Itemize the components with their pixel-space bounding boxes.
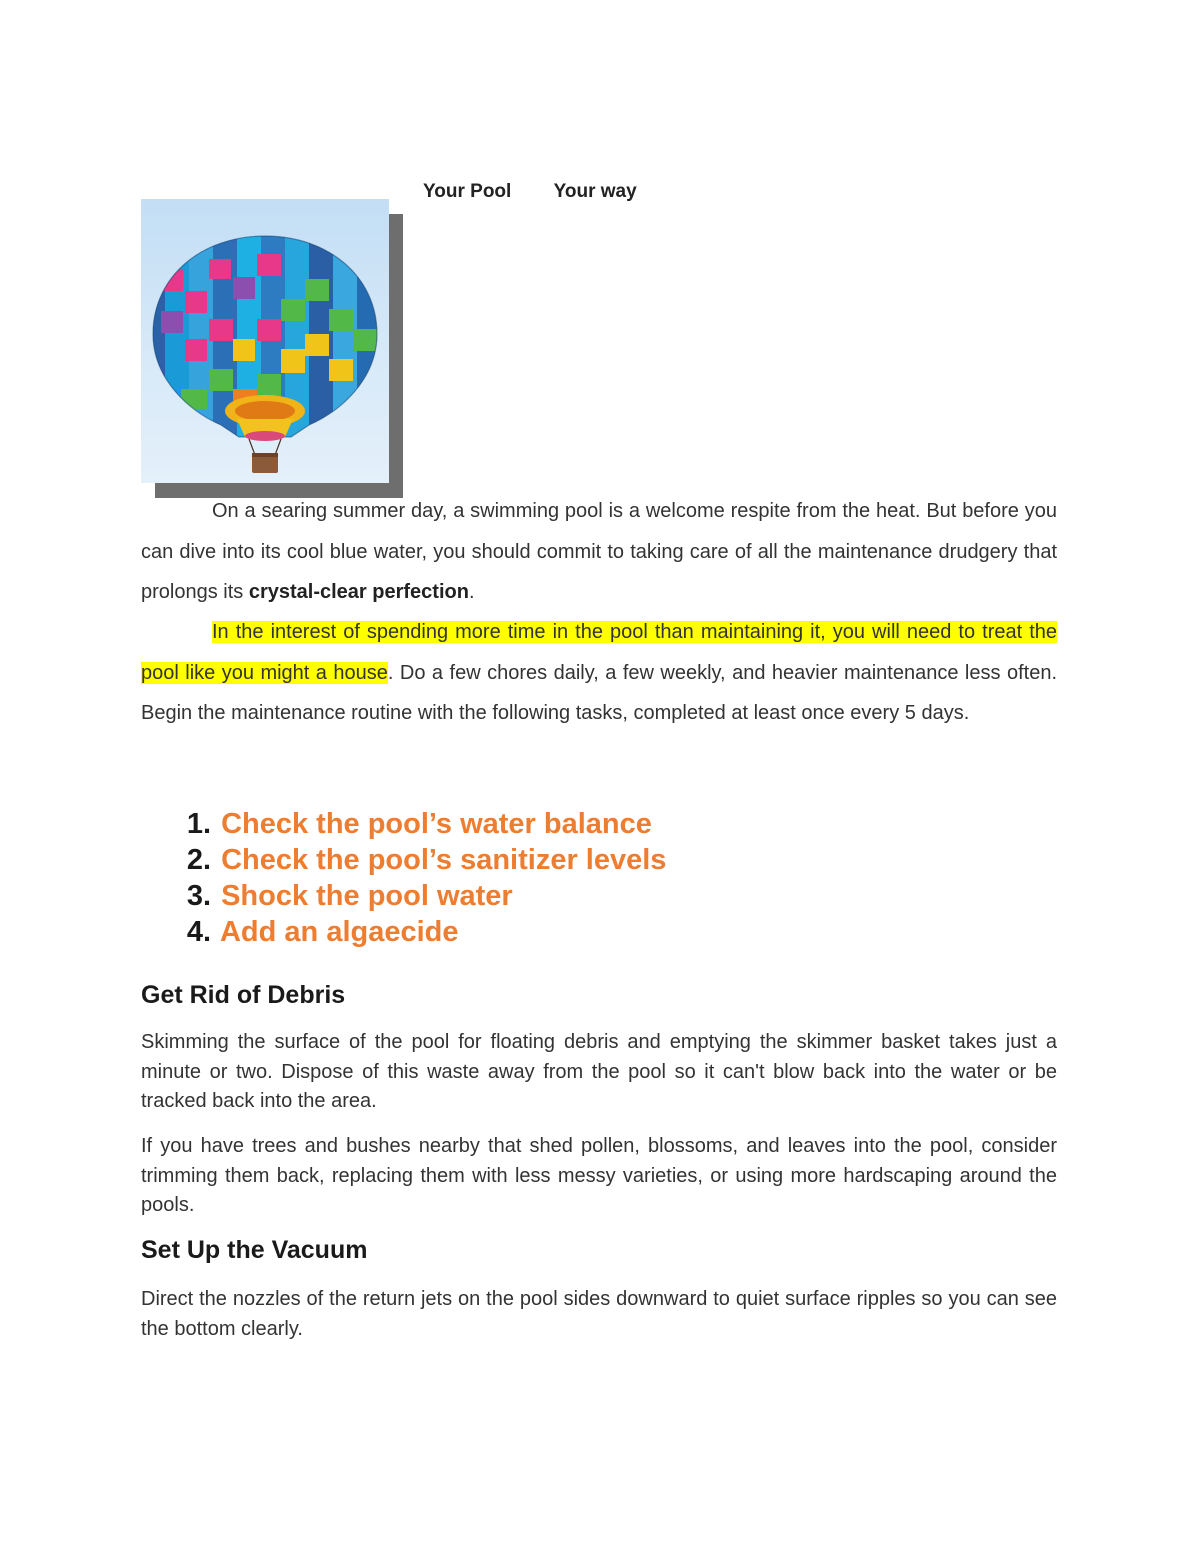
- intro-bold-phrase: crystal-clear perfection: [248, 581, 469, 603]
- list-item: 1. Check the pool’s water balance: [186, 808, 652, 840]
- list-item: 3. Shock the pool water: [186, 880, 513, 912]
- hot-air-balloon-image: [141, 199, 389, 483]
- intro-text-1: On a searing summer day, a swimming pool is a welcome respite from the heat. But before you can dive into its cool blue water, you should commit to taking care of all the maintenance drudgery that prolongs its: [141, 500, 1057, 603]
- debris-paragraph-2: If you have trees and bushes nearby that shed pollen, blossoms, and leaves into the pool, consider trimming them back, replacing them with less messy varieties, or using more hardscaping around the pools.: [141, 1135, 1057, 1216]
- heading-get-rid-of-debris: Get Rid of Debris: [141, 981, 346, 1009]
- debris-paragraph-1: Skimming the surface of the pool for floating debris and emptying the skimmer basket takes just a minute or two. Dispose of this waste away from the pool so it can't blow back into the water or be tracked back into the area.: [141, 1031, 1057, 1112]
- vacuum-paragraph-1: Direct the nozzles of the return jets on the pool sides downward to quiet surface ripples so you can see the bottom clearly.: [141, 1288, 1057, 1340]
- title-your-way: Your way: [553, 181, 637, 202]
- list-item: 2. Check the pool’s sanitizer levels: [186, 844, 667, 876]
- balloon-illustration: [141, 199, 389, 483]
- intro-end: .: [468, 581, 475, 603]
- task-label: Shock the pool water: [221, 880, 513, 912]
- highlighted-text: In the interest of spending more time in the pool than maintaining it, you will need to treat the pool like you might a house: [141, 621, 1057, 684]
- task-list: [141, 806, 666, 950]
- intro-paragraph-2: [141, 612, 1057, 734]
- intro-paragraph-1: [141, 491, 1057, 613]
- task-label: Check the pool’s water balance: [221, 808, 652, 840]
- task-label: Check the pool’s sanitizer levels: [221, 844, 667, 876]
- list-item: 4. Add an algaecide: [186, 916, 459, 948]
- document-title: [423, 181, 637, 203]
- title-your-pool: Your Pool: [423, 181, 512, 202]
- task-label: Add an algaecide: [219, 916, 459, 948]
- intro-text-2: . Do a few chores daily, a few weekly, and heavier maintenance less often. Begin the maintenance routine with the following tasks, completed at least once every 5 days.: [141, 661, 1057, 724]
- heading-set-up-vacuum: Set Up the Vacuum: [141, 1236, 368, 1264]
